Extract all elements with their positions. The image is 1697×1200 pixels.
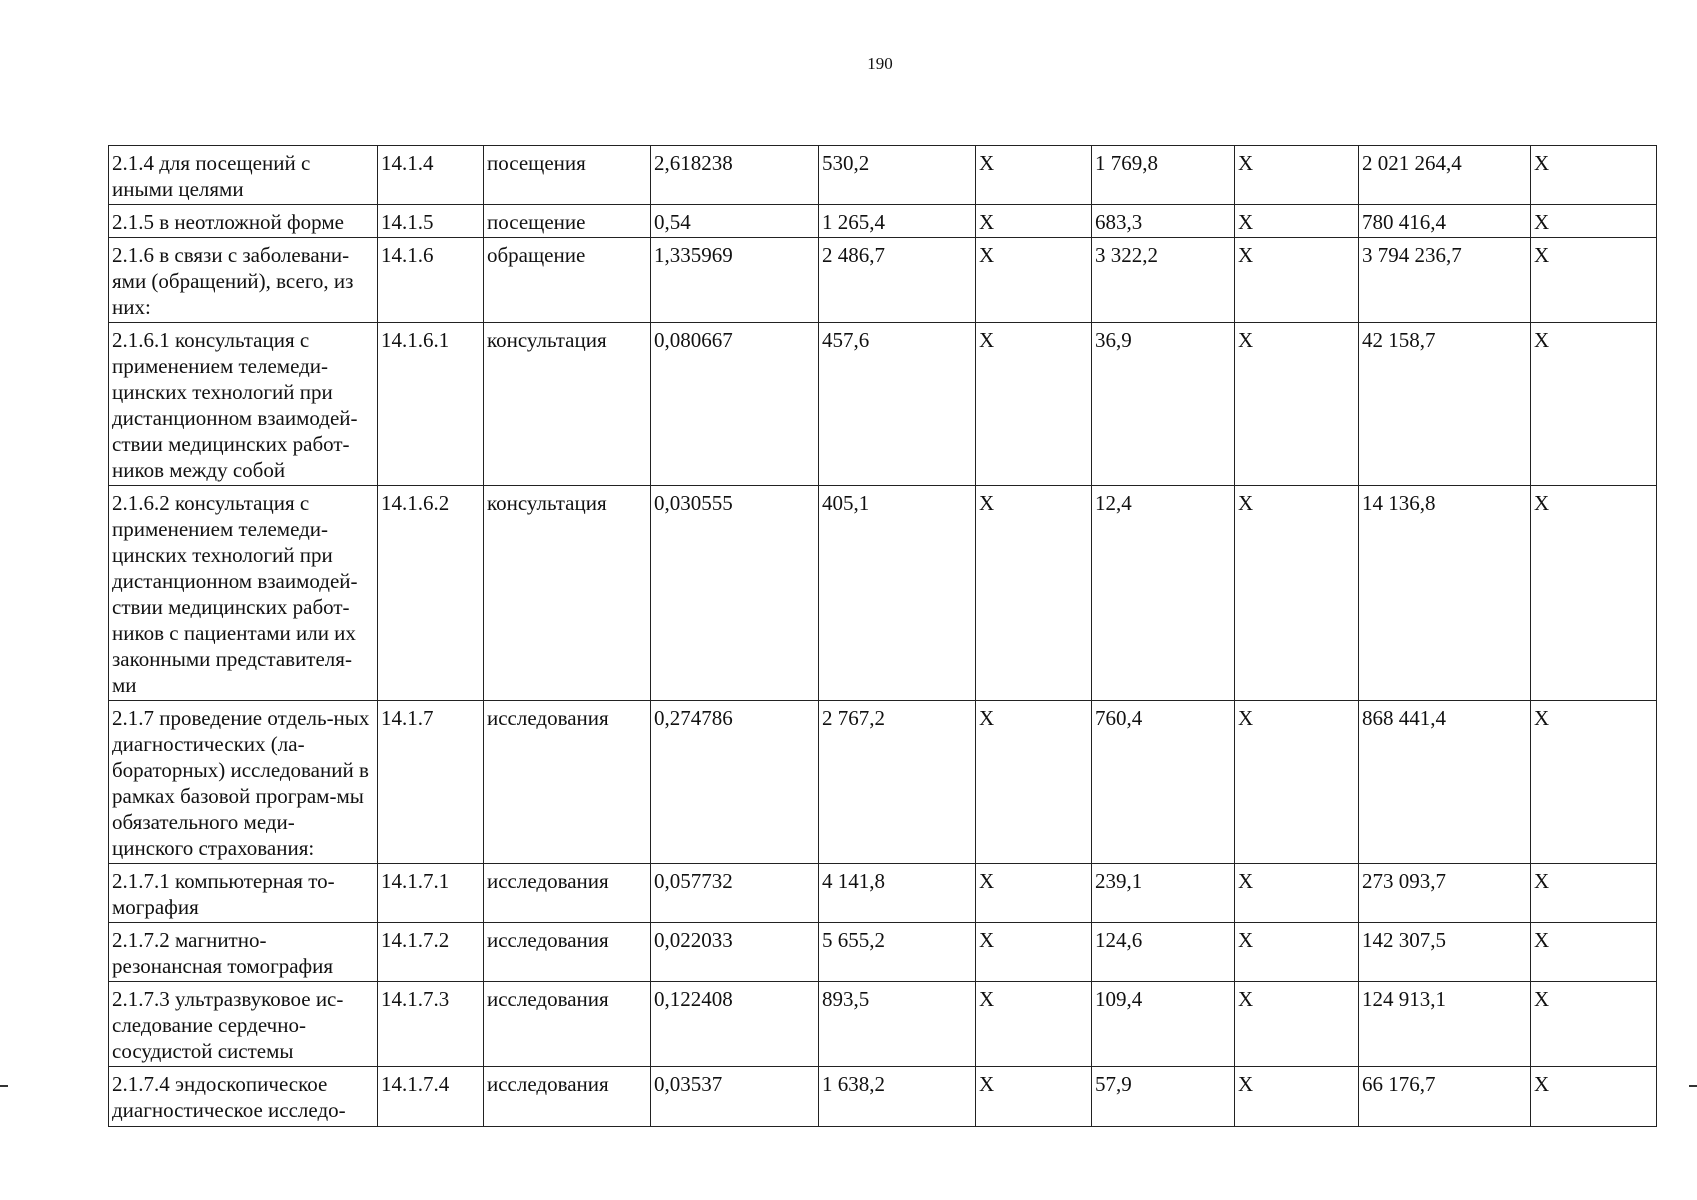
- table-row: [109, 486, 1657, 701]
- cell-x-mark: X: [976, 146, 1092, 205]
- cell-total: 14 136,8: [1359, 486, 1531, 701]
- cell-name: 2.1.7 проведение отдель-ных диагностических (ла-бораторных) исследований в рамках базовой програм-мы обязательного меди-цинского страхования:: [109, 701, 378, 864]
- cell-per-capita: 57,9: [1092, 1067, 1235, 1127]
- cell-unit: обращение: [484, 238, 651, 323]
- cell-unit: исследования: [484, 701, 651, 864]
- cell-name: 2.1.6.1 консультация с применением телемеди-цинских технологий при дистанционном взаимодей-ствии медицинских работ-ников между собой: [109, 323, 378, 486]
- cell-per-capita: 36,9: [1092, 323, 1235, 486]
- cell-x-mark: X: [1235, 323, 1359, 486]
- cell-x-mark: X: [976, 486, 1092, 701]
- cell-x-mark: X: [976, 323, 1092, 486]
- cell-code: 14.1.4: [378, 146, 484, 205]
- cell-name: 2.1.7.3 ультразвуковое ис-следование сердечно-сосудистой системы: [109, 982, 378, 1067]
- cell-norm: 0,03537: [651, 1067, 819, 1127]
- page-number: 190: [867, 54, 893, 73]
- table-row: [109, 238, 1657, 323]
- cell-unit: исследования: [484, 864, 651, 923]
- cell-total: 3 794 236,7: [1359, 238, 1531, 323]
- cell-cost: 2 767,2: [819, 701, 976, 864]
- cell-code: 14.1.7.2: [378, 923, 484, 982]
- cell-per-capita: 239,1: [1092, 864, 1235, 923]
- cell-cost: 2 486,7: [819, 238, 976, 323]
- cell-name: 2.1.7.1 компьютерная то-мография: [109, 864, 378, 923]
- cell-per-capita: 760,4: [1092, 701, 1235, 864]
- cell-x-mark: X: [976, 982, 1092, 1067]
- cell-x-mark: X: [976, 205, 1092, 238]
- cell-x-mark: X: [976, 701, 1092, 864]
- edge-mark: [1689, 1085, 1697, 1087]
- cell-x-mark: X: [1531, 238, 1657, 323]
- cell-norm: 2,618238: [651, 146, 819, 205]
- cell-x-mark: X: [1235, 864, 1359, 923]
- cell-x-mark: X: [1235, 238, 1359, 323]
- cell-total: 142 307,5: [1359, 923, 1531, 982]
- cell-x-mark: X: [1531, 205, 1657, 238]
- cell-per-capita: 109,4: [1092, 982, 1235, 1067]
- cell-cost: 4 141,8: [819, 864, 976, 923]
- table-row: [109, 923, 1657, 982]
- table-row: [109, 1067, 1657, 1127]
- cell-x-mark: X: [976, 1067, 1092, 1127]
- cell-name: 2.1.6.2 консультация с применением телемеди-цинских технологий при дистанционном взаимодей-ствии медицинских работ-ников с пациентами или их законными представителя-ми: [109, 486, 378, 701]
- cell-code: 14.1.7.1: [378, 864, 484, 923]
- cell-x-mark: X: [1531, 864, 1657, 923]
- cell-code: 14.1.5: [378, 205, 484, 238]
- cell-code: 14.1.6.1: [378, 323, 484, 486]
- cell-cost: 457,6: [819, 323, 976, 486]
- cell-code: 14.1.7: [378, 701, 484, 864]
- table-row: [109, 205, 1657, 238]
- cell-norm: 0,030555: [651, 486, 819, 701]
- cell-x-mark: X: [1235, 701, 1359, 864]
- table-row: [109, 864, 1657, 923]
- table-row: [109, 982, 1657, 1067]
- cell-cost: 530,2: [819, 146, 976, 205]
- cell-total: 42 158,7: [1359, 323, 1531, 486]
- cell-total: 124 913,1: [1359, 982, 1531, 1067]
- cell-cost: 405,1: [819, 486, 976, 701]
- edge-mark: [0, 1085, 8, 1087]
- cell-code: 14.1.7.3: [378, 982, 484, 1067]
- cell-total: 66 176,7: [1359, 1067, 1531, 1127]
- cell-cost: 1 638,2: [819, 1067, 976, 1127]
- cell-norm: 0,057732: [651, 864, 819, 923]
- cell-x-mark: X: [1235, 1067, 1359, 1127]
- data-table: [108, 145, 1657, 1127]
- cell-per-capita: 124,6: [1092, 923, 1235, 982]
- cell-code: 14.1.6.2: [378, 486, 484, 701]
- cell-per-capita: 1 769,8: [1092, 146, 1235, 205]
- cell-name: 2.1.4 для посещений с иными целями: [109, 146, 378, 205]
- cell-cost: 1 265,4: [819, 205, 976, 238]
- table-row: [109, 146, 1657, 205]
- cell-x-mark: X: [1531, 701, 1657, 864]
- cell-norm: 1,335969: [651, 238, 819, 323]
- cell-norm: 0,122408: [651, 982, 819, 1067]
- cell-per-capita: 12,4: [1092, 486, 1235, 701]
- table-row: [109, 323, 1657, 486]
- cell-unit: исследования: [484, 982, 651, 1067]
- cell-cost: 893,5: [819, 982, 976, 1067]
- cell-unit: консультация: [484, 323, 651, 486]
- cell-x-mark: X: [1531, 146, 1657, 205]
- cell-total: 780 416,4: [1359, 205, 1531, 238]
- cell-x-mark: X: [976, 864, 1092, 923]
- cell-x-mark: X: [1531, 982, 1657, 1067]
- cell-x-mark: X: [1235, 486, 1359, 701]
- cell-x-mark: X: [1531, 1067, 1657, 1127]
- cell-x-mark: X: [1531, 486, 1657, 701]
- cell-name: 2.1.5 в неотложной форме: [109, 205, 378, 238]
- cell-total: 868 441,4: [1359, 701, 1531, 864]
- cell-total: 273 093,7: [1359, 864, 1531, 923]
- cell-cost: 5 655,2: [819, 923, 976, 982]
- cell-unit: исследования: [484, 923, 651, 982]
- cell-code: 14.1.7.4: [378, 1067, 484, 1127]
- cell-unit: консультация: [484, 486, 651, 701]
- cell-x-mark: X: [1235, 205, 1359, 238]
- cell-x-mark: X: [1235, 982, 1359, 1067]
- table-body: [109, 146, 1657, 1127]
- cell-norm: 0,274786: [651, 701, 819, 864]
- cell-per-capita: 3 322,2: [1092, 238, 1235, 323]
- cell-name: 2.1.7.2 магнитно-резонансная томография: [109, 923, 378, 982]
- cell-norm: 0,54: [651, 205, 819, 238]
- cell-x-mark: X: [1235, 146, 1359, 205]
- cell-x-mark: X: [1531, 923, 1657, 982]
- cell-unit: исследования: [484, 1067, 651, 1127]
- cell-unit: посещение: [484, 205, 651, 238]
- cell-unit: посещения: [484, 146, 651, 205]
- cell-x-mark: X: [976, 923, 1092, 982]
- cell-per-capita: 683,3: [1092, 205, 1235, 238]
- cell-x-mark: X: [976, 238, 1092, 323]
- cell-code: 14.1.6: [378, 238, 484, 323]
- cell-norm: 0,080667: [651, 323, 819, 486]
- cell-x-mark: X: [1235, 923, 1359, 982]
- cell-name: 2.1.6 в связи с заболевани-ями (обращений), всего, из них:: [109, 238, 378, 323]
- cell-total: 2 021 264,4: [1359, 146, 1531, 205]
- cell-norm: 0,022033: [651, 923, 819, 982]
- cell-x-mark: X: [1531, 323, 1657, 486]
- table-row: [109, 701, 1657, 864]
- cell-name: 2.1.7.4 эндоскопическое диагностическое исследо-: [109, 1067, 378, 1127]
